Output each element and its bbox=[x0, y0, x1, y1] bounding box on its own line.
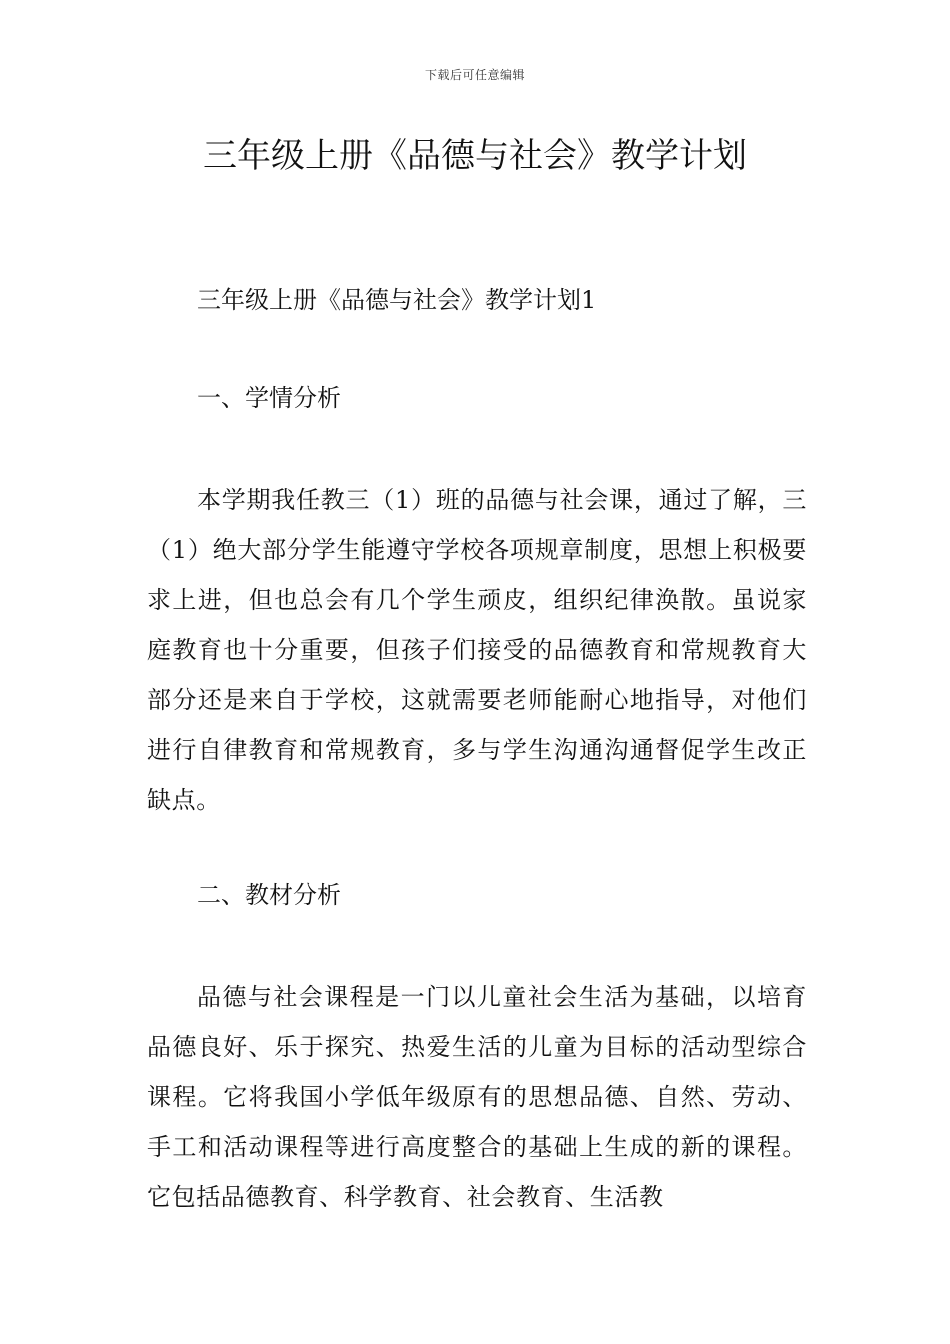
section-heading-textbook-analysis: 二、教材分析 bbox=[197, 881, 341, 909]
paragraph-textbook-analysis: 品德与社会课程是一门以儿童社会生活为基础，以培育品德良好、乐于探究、热爱生活的儿童为目标的活动型综合课程。它将我国小学低年级原有的思想品德、自然、劳动、手工和活动课程等进行高度整合的基础上生成的新的课程。它包括品德教育、科学教育、社会教育、生活教 bbox=[147, 983, 807, 1211]
document-subtitle: 三年级上册《品德与社会》教学计划1 bbox=[197, 286, 597, 314]
section-heading-learning-analysis: 一、学情分析 bbox=[197, 384, 341, 412]
header-note: 下载后可任意编辑 bbox=[424, 68, 525, 82]
document-title: 三年级上册《品德与社会》教学计划 bbox=[203, 136, 747, 176]
paragraph-learning-analysis: 本学期我任教三（1）班的品德与社会课，通过了解，三（1）绝大部分学生能遵守学校各项规章制度，思想上积极要求上进，但也总会有几个学生顽皮，组织纪律涣散。虽说家庭教育也十分重要，但孩子们接受的品德教育和常规教育大部分还是来自于学校，这就需要老师能耐心地指导，对他们进行自律教育和常规教育，多与学生沟通沟通督促学生改正缺点。 bbox=[147, 486, 807, 814]
